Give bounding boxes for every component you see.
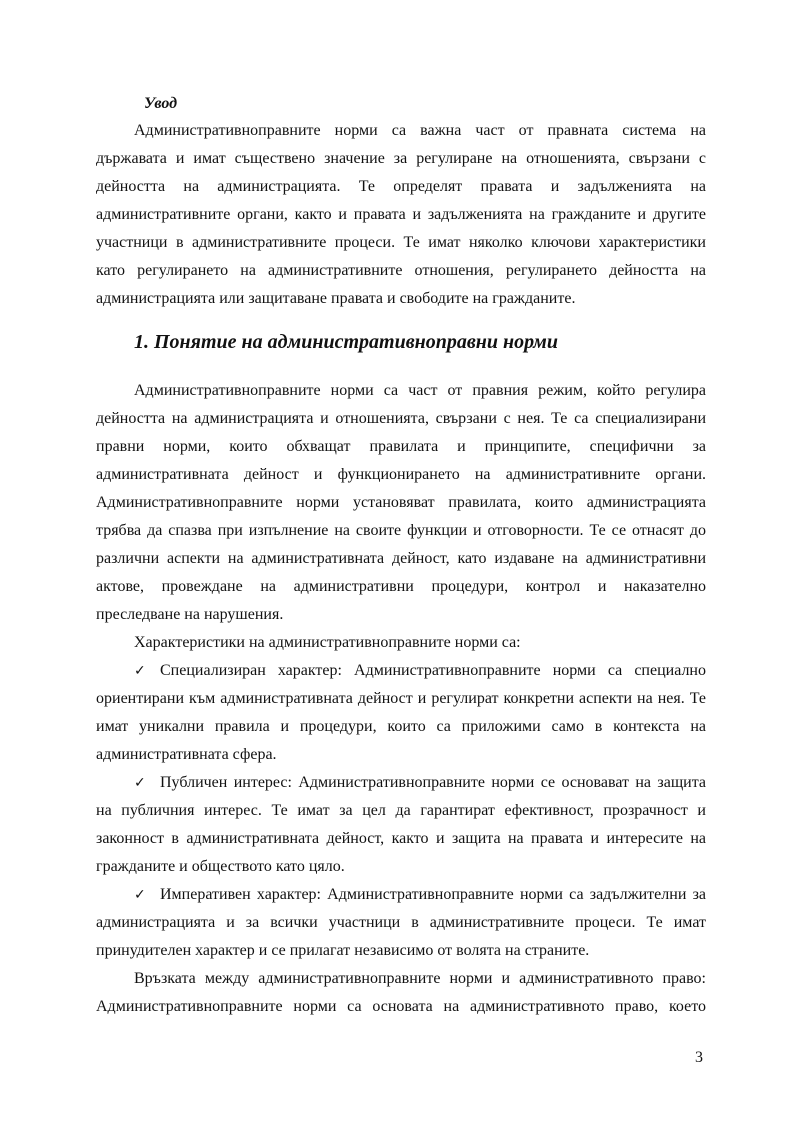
bullet-3-line-1 [134, 884, 706, 906]
relation-line-2: Административноправните норми са основата на административното право, което [96, 998, 706, 1015]
bullet-2-line-1 [134, 772, 706, 794]
intro-line-1: Административноправните норми са важна част от правната система на [134, 122, 706, 139]
intro-line-3: дейността на администрацията. Те определят правата и задълженията на [96, 178, 706, 195]
para1-line-1: Административноправните норми са част от правния режим, който регулира [134, 382, 706, 399]
para1-line-5: Административноправните норми установяват правилата, които администрацията [96, 494, 706, 511]
bullet-1-line-3: имат уникални правила и процедури, които са приложими само в контекста на [96, 718, 706, 735]
para1-line-6: трябва да спазва при изпълнение на своите функции и отговорности. Те се отнасят до [96, 522, 706, 539]
relation-line-1: Връзката между административноправните норми и административното право: [134, 970, 706, 987]
para1-line-8: актове, провеждане на административни процедури, контрол и наказателно [96, 578, 706, 595]
intro-line-6: като регулирането на административните отношения, регулирането дейността на [96, 262, 706, 279]
bullet-1-line-2: ориентирани към административната дейност и регулират конкретни аспекти на нея. Те [96, 690, 706, 707]
bullet-2-line-4: гражданите и обществото като цяло. [96, 858, 345, 875]
bullet-1-line-1 [134, 660, 706, 682]
bullet-1-text: Специализиран характер: Административноправните норми са специално [160, 662, 706, 679]
para1-line-7: различни аспекти на административната дейност, като издаване на административни [96, 550, 706, 567]
para1-line-4: административната дейност и функционирането на административните органи. [96, 466, 706, 483]
bullet-3-line-3: принудителен характер и се прилагат независимо от волята на страните. [96, 942, 590, 959]
para1-line-2: дейността на администрацията и отношенията, свързани с нея. Те са специализирани [96, 410, 706, 427]
bullet-2-line-3: законност в административната дейност, както и защита на правата и интересите на [96, 830, 706, 847]
checkmark-icon: ✓ [134, 775, 146, 791]
characteristics-intro: Характеристики на административноправните норми са: [134, 634, 521, 651]
checkmark-icon: ✓ [134, 663, 146, 679]
bullet-2-line-2: на публичния интерес. Те имат за цел да гарантират ефективност, прозрачност и [96, 802, 706, 819]
page-number: 3 [695, 1049, 703, 1066]
bullet-3-line-2: администрацията и за всички участници в административните процеси. Те имат [96, 914, 706, 931]
intro-line-2: държавата и имат съществено значение за регулиране на отношенията, свързани с [96, 150, 706, 167]
intro-line-4: административните органи, както и правата и задълженията на гражданите и другите [96, 206, 706, 223]
bullet-1-line-4: административната сфера. [96, 746, 277, 763]
para1-line-9: преследване на нарушения. [96, 606, 284, 623]
intro-line-5: участници в административните процеси. Те имат няколко ключови характеристики [96, 234, 706, 251]
bullet-3-text: Императивен характер: Административноправните норми са задължителни за [160, 886, 706, 903]
intro-heading: Увод [144, 95, 178, 112]
bullet-2-text: Публичен интерес: Административноправните норми се основават на защита [160, 774, 706, 791]
section-heading: 1. Понятие на административноправни норми [134, 331, 558, 353]
para1-line-3: правни норми, които обхващат правилата и принципите, специфични за [96, 438, 706, 455]
intro-line-7: администрацията или защитаване правата и свободите на гражданите. [96, 290, 576, 307]
checkmark-icon: ✓ [134, 887, 146, 903]
